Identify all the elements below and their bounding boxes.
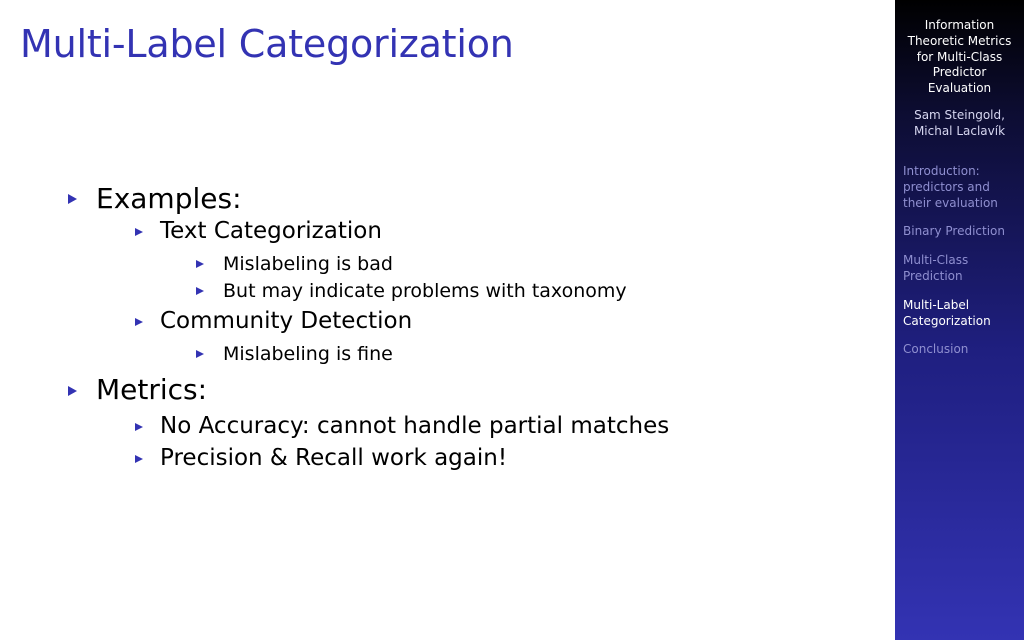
bullet-triangle-icon — [196, 260, 204, 268]
nav-item-line: Multi-Label — [903, 297, 970, 312]
bullet-no-accuracy: No Accuracy: cannot handle partial matches — [160, 413, 670, 439]
bullet-triangle-icon — [135, 228, 143, 236]
author-line: Michal Laclavík — [913, 123, 1006, 138]
nav-item-multi-class-prediction[interactable] — [903, 253, 1019, 285]
bullet-triangle-icon — [196, 350, 204, 358]
section-nav — [903, 164, 1019, 371]
presentation-title-line: Predictor — [932, 65, 987, 80]
presentation-title-line: for Multi-Class — [916, 49, 1003, 64]
nav-item-conclusion[interactable] — [903, 342, 1019, 358]
bullet-taxonomy-problems: But may indicate problems with taxonomy — [223, 280, 627, 302]
nav-item-line: Prediction — [903, 268, 963, 283]
bullet-examples: Examples: — [96, 182, 242, 215]
bullet-triangle-icon — [135, 423, 143, 431]
presentation-title — [899, 18, 1020, 97]
nav-item-line: Categorization — [903, 313, 991, 328]
bullet-community-detection: Community Detection — [160, 308, 413, 334]
nav-item-line: Conclusion — [903, 342, 969, 357]
nav-item-line: Introduction: — [903, 164, 980, 178]
nav-item-line: Binary Prediction — [903, 224, 1005, 239]
bullet-triangle-icon — [68, 386, 77, 396]
bullet-mislabeling-bad: Mislabeling is bad — [223, 253, 393, 275]
bullet-triangle-icon — [196, 287, 204, 295]
bullet-precision-recall: Precision & Recall work again! — [160, 445, 508, 471]
presentation-title-line: Evaluation — [927, 81, 992, 96]
sidebar — [895, 0, 1024, 640]
nav-item-line: predictors and — [903, 179, 990, 194]
nav-item-line: Multi-Class — [903, 253, 969, 268]
nav-item-introduction[interactable] — [903, 164, 1019, 211]
presentation-title-line: Information — [924, 18, 995, 32]
nav-item-line: their evaluation — [903, 195, 998, 210]
slide-title: Multi-Label Categorization — [20, 22, 514, 66]
presentation-authors — [899, 108, 1020, 140]
author-line: Sam Steingold, — [914, 108, 1005, 122]
bullet-triangle-icon — [68, 194, 77, 204]
bullet-mislabeling-fine: Mislabeling is fine — [223, 343, 393, 365]
nav-item-multi-label-categorization[interactable] — [903, 298, 1019, 330]
bullet-triangle-icon — [135, 455, 143, 463]
bullet-triangle-icon — [135, 318, 143, 326]
presentation-title-line: Theoretic Metrics — [907, 33, 1012, 48]
nav-item-binary-prediction[interactable] — [903, 224, 1019, 240]
bullet-metrics: Metrics: — [96, 373, 208, 406]
bullet-text-categorization: Text Categorization — [160, 218, 382, 244]
